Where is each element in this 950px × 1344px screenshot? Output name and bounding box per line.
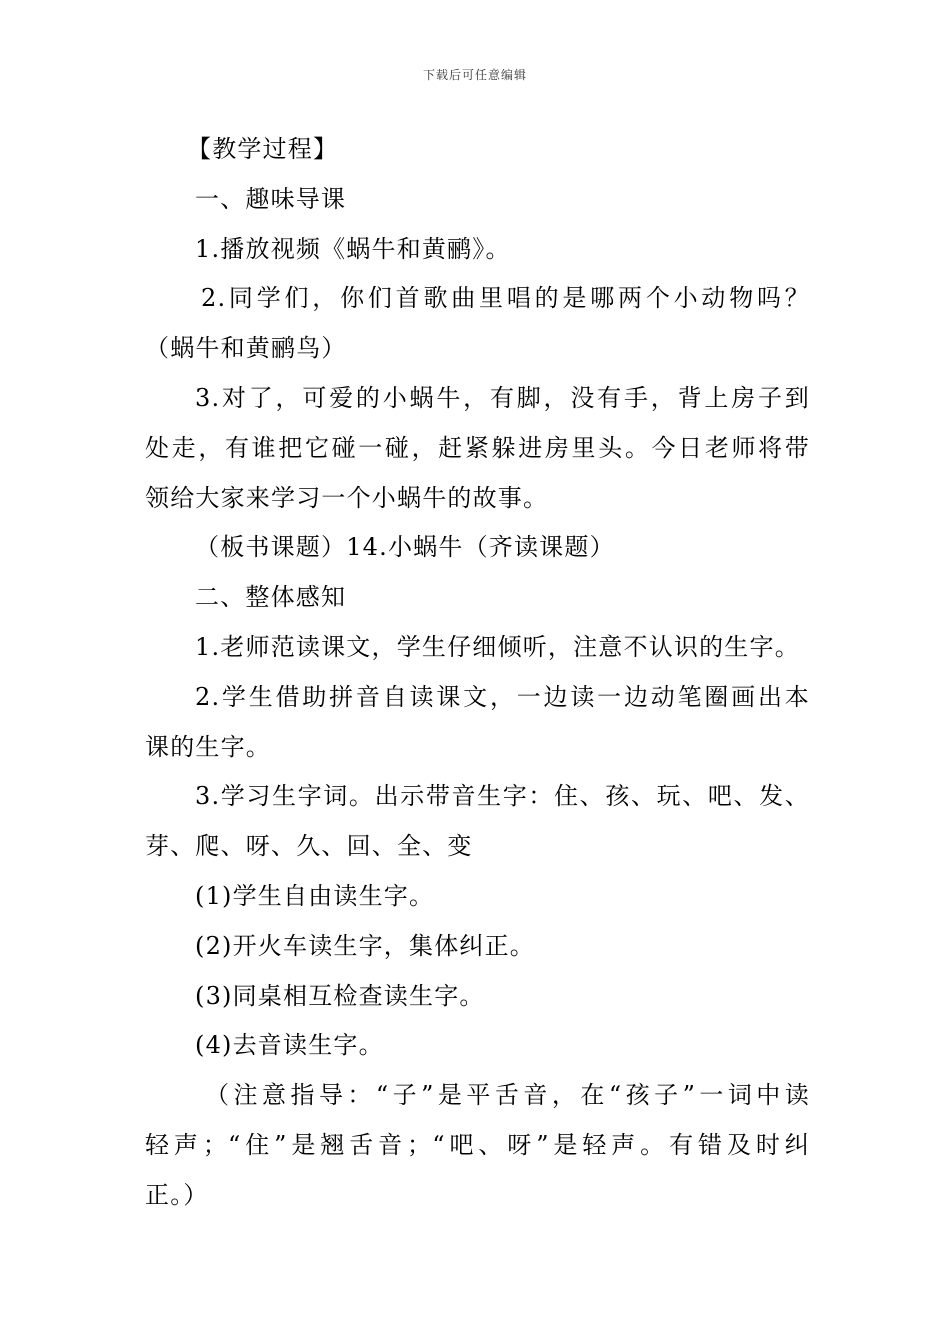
paragraph-line: 2.学生借助拼音自读课文，一边读一边动笔圈画出本 — [195, 682, 810, 711]
paragraph-line: （板书课题）14.小蜗牛（齐读课题） — [195, 533, 615, 562]
page-header: 下载后可任意编辑 — [422, 68, 527, 82]
section-heading-teaching-process: 【教学过程】 — [187, 135, 339, 163]
paragraph-line: 1.播放视频《蜗牛和黄鹂》。 — [195, 234, 511, 263]
paragraph-line: 芽、爬、呀、久、回、全、变 — [145, 832, 473, 861]
paragraph-line: 领给大家来学习一个小蜗牛的故事。 — [145, 483, 549, 512]
paragraph-line: 正。） — [145, 1180, 209, 1209]
paragraph-line: （注意指导：“子”是平舌音，在“孩子”一词中读 — [205, 1081, 810, 1110]
list-item: (3)同桌相互检查读生字。 — [195, 981, 485, 1010]
paragraph-line: 轻声；“住”是翘舌音；“吧、呀”是轻声。有错及时纠 — [145, 1130, 810, 1159]
list-item: (1)学生自由读生字。 — [195, 881, 435, 910]
document-body — [145, 125, 810, 1221]
paragraph-line: 处走，有谁把它碰一碰，赶紧躲进房里头。今日老师将带 — [145, 433, 810, 462]
paragraph-line: 3.学习生字词。出示带音生字：住、孩、玩、吧、发、 — [195, 782, 810, 811]
list-item: (4)去音读生字。 — [195, 1031, 384, 1060]
paragraph-line: 3.对了，可爱的小蜗牛，有脚，没有手，背上房子到 — [195, 383, 810, 412]
paragraph-line: 1.老师范读课文，学生仔细倾听，注意不认识的生字。 — [195, 632, 800, 661]
list-item: (2)开火车读生字，集体纠正。 — [195, 931, 535, 960]
paragraph-line: 2.同学们，你们首歌曲里唱的是哪两个小动物吗？ — [201, 284, 810, 313]
paragraph-line: （蜗牛和黄鹂鸟） — [145, 334, 347, 363]
section-heading-overall-perception: 二、整体感知 — [195, 583, 347, 612]
paragraph-line: 课的生字。 — [145, 732, 271, 761]
section-heading-intro: 一、趣味导课 — [195, 184, 347, 213]
